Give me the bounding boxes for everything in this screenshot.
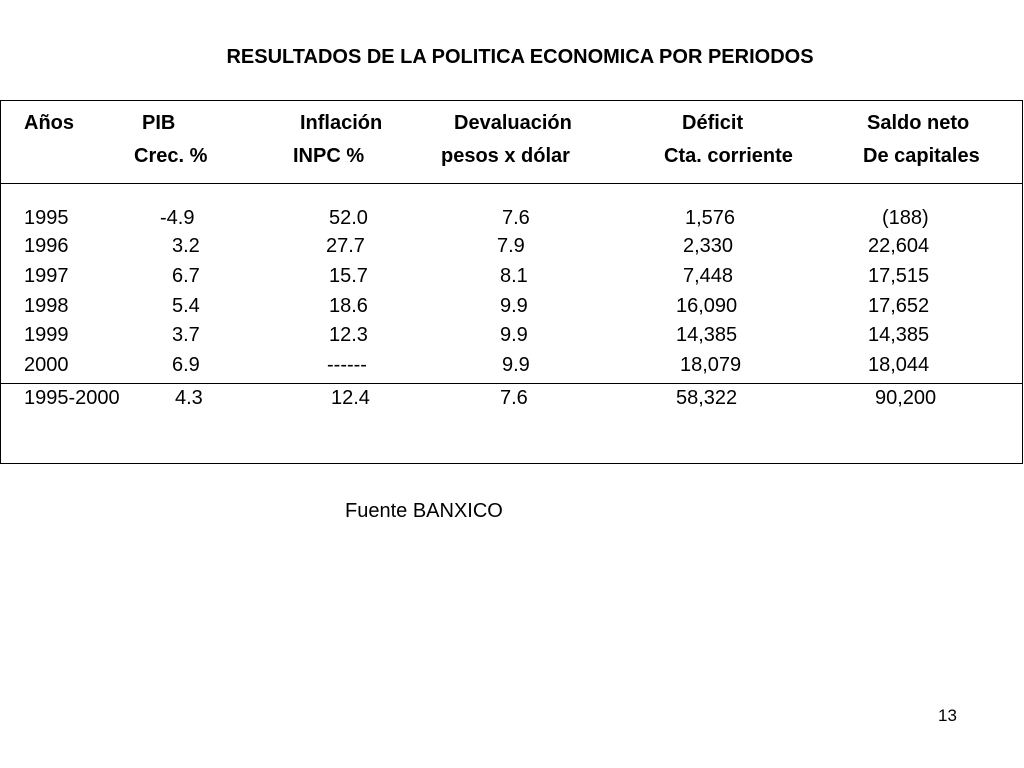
header-saldo-neto: Saldo neto [867,112,970,134]
table-cell: 27.7 [326,235,365,257]
table-cell: 9.9 [502,354,530,376]
table-cell: 2000 [24,354,69,376]
table-cell: 7.9 [497,235,525,257]
header-divider [0,183,1023,184]
table-cell: 7,448 [683,265,734,287]
table-cell: ------ [327,354,367,376]
table-cell: 17,515 [868,265,930,287]
table-cell: 18,079 [680,354,742,376]
table-cell: 1997 [24,265,69,287]
table-cell: 12.3 [329,324,368,346]
table-cell: 3.7 [172,324,200,346]
header-anos: Años [24,112,74,134]
table-cell: 3.2 [172,235,200,257]
table-cell: 7.6 [502,207,530,229]
total-cell: 7.6 [500,387,528,409]
source-note: Fuente BANXICO [345,500,503,522]
table-cell: 17,652 [868,295,930,317]
table-cell: 15.7 [329,265,368,287]
table-cell: 9.9 [500,324,528,346]
header-deficit: Déficit [682,112,744,134]
page-number: 13 [938,706,957,725]
table-cell: 14,385 [868,324,930,346]
table-cell: 18.6 [329,295,368,317]
table-cell: 9.9 [500,295,528,317]
table-cell: 1998 [24,295,69,317]
table-cell: 18,044 [868,354,930,376]
header-pib: PIB [142,112,176,134]
header-de-capitales: De capitales [863,145,980,167]
header-crec: Crec. % [134,145,208,167]
total-cell: 4.3 [175,387,203,409]
header-cta-corriente: Cta. corriente [664,145,793,167]
header-pesos-dolar: pesos x dólar [441,145,570,167]
total-label: 1995-2000 [24,387,120,409]
table-cell: 14,385 [676,324,738,346]
table-cell: 8.1 [500,265,528,287]
table-cell: 2,330 [683,235,734,257]
header-inflacion: Inflación [300,112,383,134]
table-cell: 6.9 [172,354,200,376]
table-cell: 1996 [24,235,69,257]
table-cell: 52.0 [329,207,368,229]
header-devaluacion: Devaluación [454,112,572,134]
table-cell: 22,604 [868,235,930,257]
header-inpc: INPC % [293,145,365,167]
table-cell: 5.4 [172,295,200,317]
table-cell: 1995 [24,207,69,229]
table-cell: 1,576 [685,207,736,229]
total-cell: 90,200 [875,387,937,409]
table-cell: 6.7 [172,265,200,287]
total-cell: 12.4 [331,387,370,409]
slide-title: RESULTADOS DE LA POLITICA ECONOMICA POR PERIODOS [226,46,814,68]
total-cell: 58,322 [676,387,738,409]
table-cell: (188) [882,207,929,229]
total-divider [0,383,1023,384]
table-cell: 16,090 [676,295,738,317]
table-cell: 1999 [24,324,69,346]
table-cell: -4.9 [160,207,195,229]
